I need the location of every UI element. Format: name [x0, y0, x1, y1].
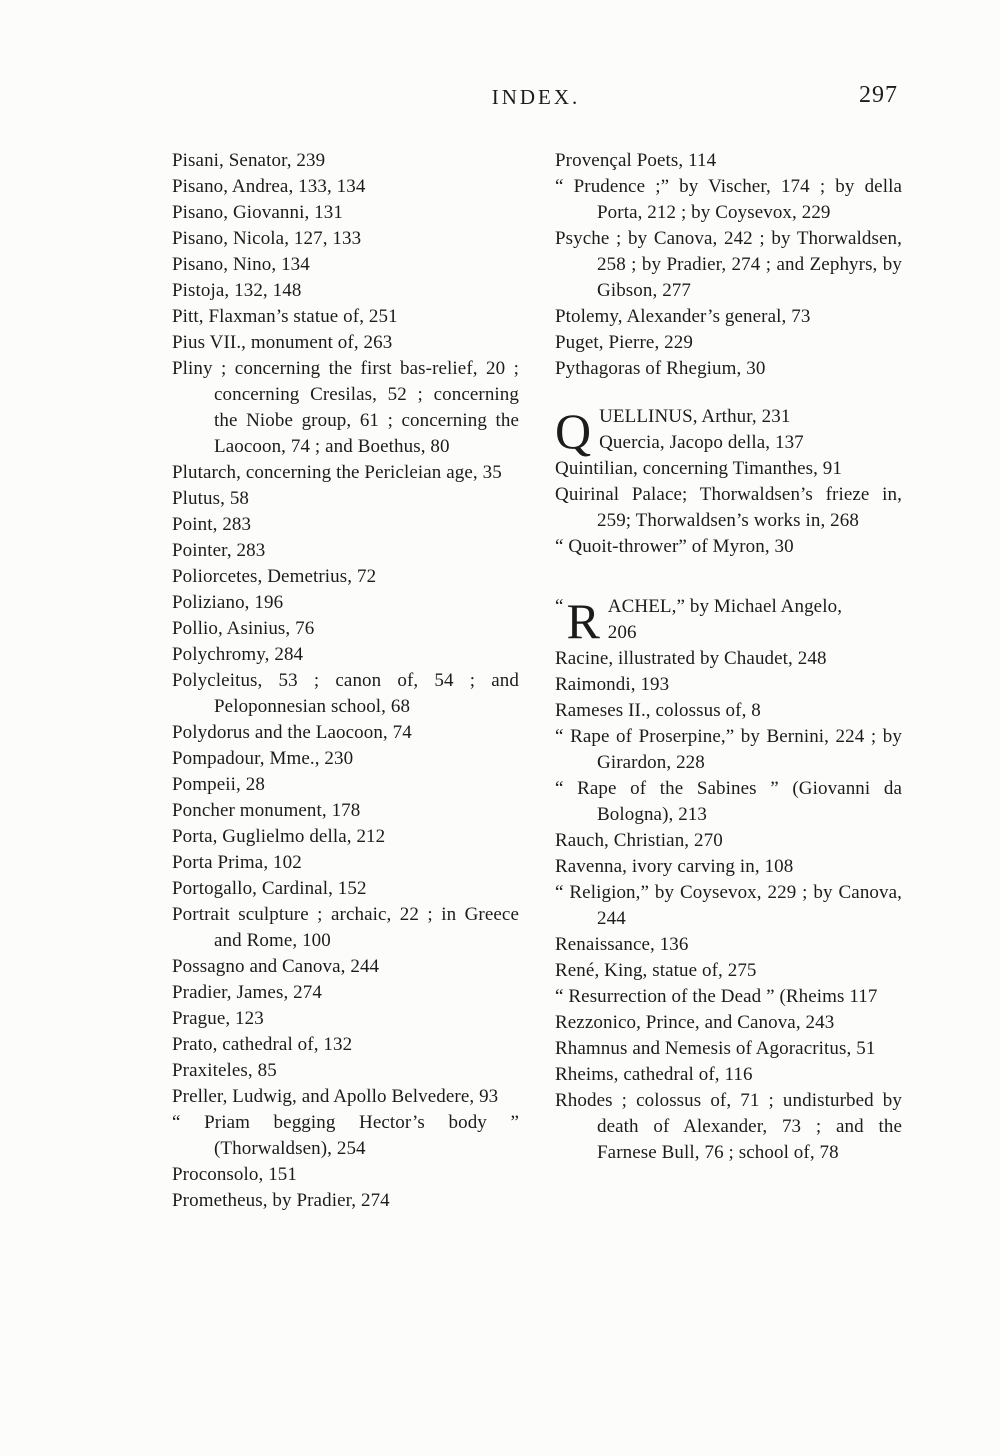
index-entry: Plutarch, concerning the Pericleian age, 35: [172, 462, 502, 483]
section-q-entries: [555, 456, 902, 560]
index-entry: Pliny ; concerning the first bas-relief, 20 ; concerning Cresilas, 52 ; concerning the Niobe group, 61 ; concerning the Laocoon, 74 ; and Boethus, 80: [172, 358, 519, 457]
right-column-p-entries: [555, 148, 902, 382]
index-entry: Proconsolo, 151: [172, 1164, 297, 1185]
index-entry: Rauch, Christian, 270: [555, 830, 723, 851]
index-entry: Pius VII., monument of, 263: [172, 332, 393, 353]
index-entry: Poncher monument, 178: [172, 800, 361, 821]
section-q-heading: [555, 403, 902, 459]
index-entry: Point, 283: [172, 514, 252, 535]
index-entry: Renaissance, 136: [555, 934, 689, 955]
section-r: [555, 594, 902, 1166]
index-entry: Pisano, Nicola, 127, 133: [172, 228, 362, 249]
index-entry: Pradier, James, 274: [172, 982, 322, 1003]
index-entry: Puget, Pierre, 229: [555, 332, 693, 353]
section-r-heading: [555, 593, 902, 649]
section-q-heading-lines: [599, 404, 902, 456]
index-entry: “ Priam begging Hector’s body ” (Thorwaldsen), 254: [172, 1112, 519, 1159]
index-entry: Rhodes ; colossus of, 71 ; undisturbed by death of Alexander, 73 ; and the Farnese Bull, 76 ; school of, 78: [555, 1090, 902, 1163]
index-entry: Rhamnus and Nemesis of Agoracritus, 51: [555, 1038, 876, 1059]
dropcap-r: R: [566, 593, 600, 649]
left-column-entries: [172, 148, 519, 1214]
index-entry: Prometheus, by Pradier, 274: [172, 1190, 390, 1211]
index-entry: Pisano, Nino, 134: [172, 254, 310, 275]
index-entry: “ Resurrection of the Dead ” (Rheims 117: [555, 986, 878, 1007]
index-entry: Pompadour, Mme., 230: [172, 748, 354, 769]
index-entry: “ Religion,” by Coysevox, 229 ; by Canova, 244: [555, 882, 902, 929]
section-r-entries: [555, 646, 902, 1166]
section-r-heading-line1: ACHEL,” by Michael Angelo,: [607, 596, 843, 617]
dropcap-q: Q: [555, 403, 592, 459]
index-entry: “ Prudence ;” by Vischer, 174 ; by della Porta, 212 ; by Coysevox, 229: [555, 176, 902, 223]
index-entry: Pisano, Andrea, 133, 134: [172, 176, 366, 197]
index-entry: Ravenna, ivory carving in, 108: [555, 856, 794, 877]
index-entry: René, King, statue of, 275: [555, 960, 757, 981]
index-entry: Pisani, Senator, 239: [172, 150, 326, 171]
index-entry: Pitt, Flaxman’s statue of, 251: [172, 306, 398, 327]
index-entry: Prato, cathedral of, 132: [172, 1034, 353, 1055]
index-entry: Polychromy, 284: [172, 644, 304, 665]
index-entry: Rheims, cathedral of, 116: [555, 1064, 753, 1085]
index-entry: Pistoja, 132, 148: [172, 280, 302, 301]
index-entry: Polycleitus, 53 ; canon of, 54 ; and Peloponnesian school, 68: [172, 670, 519, 717]
section-q-heading-line2: Quercia, Jacopo della, 137: [599, 432, 804, 453]
index-entry: Porta Prima, 102: [172, 852, 302, 873]
index-entry: Rameses II., colossus of, 8: [555, 700, 761, 721]
index-entry: Preller, Ludwig, and Apollo Belvedere, 93: [172, 1086, 499, 1107]
index-entry: Quirinal Palace; Thorwaldsen’s frieze in, 259; Thorwaldsen’s works in, 268: [555, 484, 902, 531]
page-header: [172, 84, 900, 114]
page-number: 297: [859, 82, 898, 108]
index-entry: “ Rape of Proserpine,” by Bernini, 224 ; by Girardon, 228: [555, 726, 902, 773]
index-entry: Rezzonico, Prince, and Canova, 243: [555, 1012, 835, 1033]
index-entry: Quintilian, concerning Timanthes, 91: [555, 458, 842, 479]
right-column: [555, 148, 902, 1214]
section-r-heading-line2: 206: [607, 622, 637, 643]
section-q-heading-line1: UELLINUS, Arthur, 231: [599, 406, 791, 427]
index-entry: Porta, Guglielmo della, 212: [172, 826, 386, 847]
index-entry: Prague, 123: [172, 1008, 264, 1029]
index-entry: Poliorcetes, Demetrius, 72: [172, 566, 377, 587]
index-entry: Possagno and Canova, 244: [172, 956, 380, 977]
index-entry: Pythagoras of Rhegium, 30: [555, 358, 766, 379]
index-entry: Raimondi, 193: [555, 674, 670, 695]
index-entry: Pisano, Giovanni, 131: [172, 202, 343, 223]
index-entry: Poliziano, 196: [172, 592, 284, 613]
index-entry: “ Rape of the Sabines ” (Giovanni da Bologna), 213: [555, 778, 902, 825]
index-entry: Provençal Poets, 114: [555, 150, 717, 171]
index-entry: Portogallo, Cardinal, 152: [172, 878, 367, 899]
index-entry: Pointer, 283: [172, 540, 266, 561]
index-entry: Racine, illustrated by Chaudet, 248: [555, 648, 827, 669]
left-column: [172, 148, 519, 1214]
index-entry: Ptolemy, Alexander’s general, 73: [555, 306, 811, 327]
page-title: INDEX.: [491, 85, 581, 109]
index-entry: Polydorus and the Laocoon, 74: [172, 722, 412, 743]
index-entry: Praxiteles, 85: [172, 1060, 277, 1081]
section-r-heading-lines: [608, 594, 902, 646]
section-q: [555, 404, 902, 560]
index-entry: Pollio, Asinius, 76: [172, 618, 315, 639]
index-entry: Pompeii, 28: [172, 774, 265, 795]
index-entry: “ Quoit-thrower” of Myron, 30: [555, 536, 794, 557]
index-entry: Plutus, 58: [172, 488, 250, 509]
index-page: [0, 84, 1000, 1456]
index-columns: [172, 148, 902, 1214]
index-entry: Psyche ; by Canova, 242 ; by Thorwaldsen, 258 ; by Pradier, 274 ; and Zephyrs, by Gibson, 277: [555, 228, 902, 301]
section-r-heading-quote: “: [555, 596, 564, 617]
index-entry: Portrait sculpture ; archaic, 22 ; in Greece and Rome, 100: [172, 904, 519, 951]
